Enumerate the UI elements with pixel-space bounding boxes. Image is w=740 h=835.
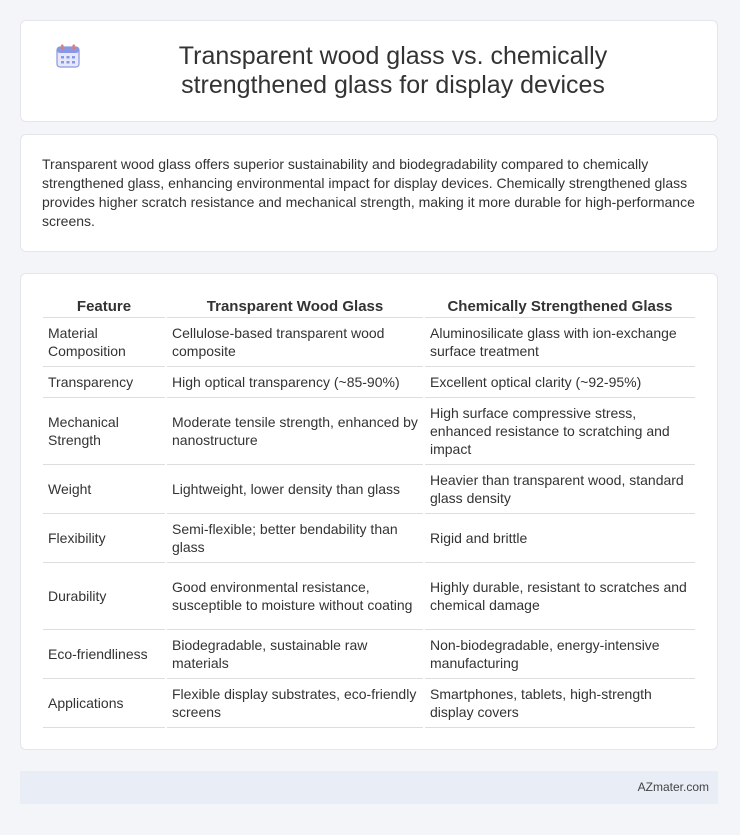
wood-cell: Cellulose-based transparent wood composite: [167, 318, 423, 367]
feature-cell: Applications: [43, 679, 165, 728]
calendar-icon: [55, 43, 81, 69]
feature-cell: Eco-friendliness: [43, 630, 165, 679]
table-row: [43, 367, 695, 398]
wood-cell: Lightweight, lower density than glass: [167, 465, 423, 514]
table-row: [43, 398, 695, 465]
wood-cell: Semi-flexible; better bendability than glass: [167, 514, 423, 563]
glass-cell: Non-biodegradable, energy-intensive manufacturing: [425, 630, 695, 679]
wood-cell: High optical transparency (~85-90%): [167, 367, 423, 398]
glass-cell: Heavier than transparent wood, standard glass density: [425, 465, 695, 514]
page-title: Transparent wood glass vs. chemically strengthened glass for display devices: [178, 42, 608, 99]
glass-cell: Aluminosilicate glass with ion-exchange surface treatment: [425, 318, 695, 367]
table-row: [43, 679, 695, 728]
wood-cell: Good environmental resistance, susceptible to moisture without coating: [167, 563, 423, 630]
comparison-card: [20, 273, 718, 750]
feature-cell: Flexibility: [43, 514, 165, 563]
footer-brand-link[interactable]: AZmater.com: [637, 780, 709, 794]
feature-cell: Durability: [43, 563, 165, 630]
comparison-table: [41, 292, 697, 728]
table-row: [43, 318, 695, 367]
summary-text: Transparent wood glass offers superior sustainability and biodegradability compared to chemically strengthened glass, enhancing environmental impact for display devices. Chemically strengthened glass provides higher scratch resistance and mechanical strength, making it more durable for high-performance screens.: [42, 156, 695, 229]
wood-cell: Flexible display substrates, eco-friendly screens: [167, 679, 423, 728]
glass-cell: Smartphones, tablets, high-strength display covers: [425, 679, 695, 728]
summary-card: [20, 134, 718, 252]
glass-cell: Highly durable, resistant to scratches and chemical damage: [425, 563, 695, 630]
feature-cell: Mechanical Strength: [43, 398, 165, 465]
table-row: [43, 563, 695, 630]
header-chemically-strengthened: Chemically Strengthened Glass: [425, 292, 695, 318]
table-header-row: [43, 292, 695, 318]
glass-cell: High surface compressive stress, enhanced resistance to scratching and impact: [425, 398, 695, 465]
wood-cell: Moderate tensile strength, enhanced by nanostructure: [167, 398, 423, 465]
table-row: [43, 514, 695, 563]
header-feature: Feature: [43, 292, 165, 318]
feature-cell: Material Composition: [43, 318, 165, 367]
title-card: [20, 20, 718, 122]
table-row: [43, 465, 695, 514]
header-transparent-wood: Transparent Wood Glass: [167, 292, 423, 318]
footer: [20, 771, 718, 804]
title-wrap: [55, 42, 683, 100]
feature-cell: Transparency: [43, 367, 165, 398]
wood-cell: Biodegradable, sustainable raw materials: [167, 630, 423, 679]
glass-cell: Excellent optical clarity (~92-95%): [425, 367, 695, 398]
glass-cell: Rigid and brittle: [425, 514, 695, 563]
feature-cell: Weight: [43, 465, 165, 514]
table-row: [43, 630, 695, 679]
